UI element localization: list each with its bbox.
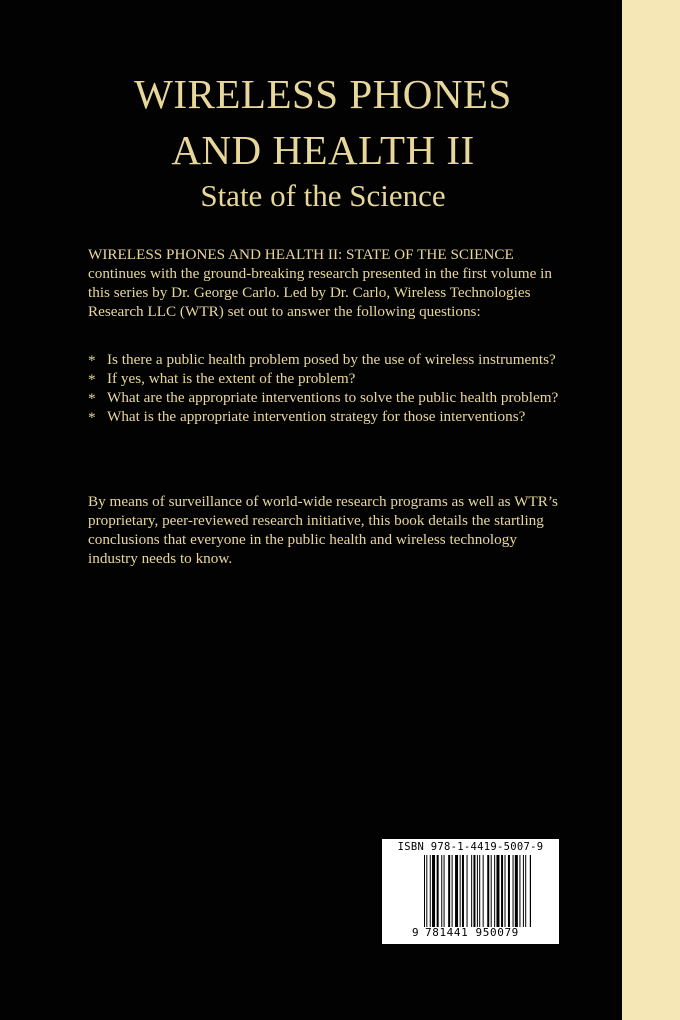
- barcode-digits: 781441 950079: [425, 926, 519, 939]
- title-line-2: AND HEALTH II: [171, 127, 475, 173]
- question-text: What are the appropriate interventions to solve the public health problem?: [107, 389, 559, 406]
- question-text: If yes, what is the extent of the problem?: [107, 370, 356, 387]
- barcode-first-digit: 9: [412, 926, 419, 939]
- isbn-label: ISBN 978-1-4419-5007-9: [397, 841, 544, 853]
- bullet-asterisk: *: [88, 371, 96, 388]
- subtitle: State of the Science: [200, 178, 446, 213]
- closing-paragraph: By means of surveillance of world-wide research programs as well as WTR’s proprietary, peer-reviewed research initiative, this book details the startling conclusions that everyone in the public health and wireless technology industry needs to know.: [88, 493, 558, 567]
- spine-edge: [622, 0, 680, 1020]
- questions-list: [88, 350, 578, 426]
- barcode-icon: [424, 855, 531, 927]
- intro-paragraph: WIRELESS PHONES AND HEALTH II: STATE OF THE SCIENCE continues with the ground-breaking research presented in the first volume in this series by Dr. George Carlo. Led by Dr. Carlo, Wireless Technologies Research LLC (WTR) set out to answer the following questions:: [88, 246, 552, 320]
- bullet-asterisk: *: [88, 352, 96, 369]
- question-item: [88, 388, 578, 407]
- question-item: [88, 407, 578, 426]
- title-line-1: WIRELESS PHONES: [134, 71, 512, 117]
- bullet-asterisk: *: [88, 390, 96, 407]
- isbn-barcode: [382, 839, 559, 944]
- question-text: Is there a public health problem posed by the use of wireless instruments?: [107, 351, 556, 368]
- question-text: What is the appropriate intervention strategy for those interventions?: [107, 408, 526, 425]
- question-item: [88, 369, 578, 388]
- bullet-asterisk: *: [88, 409, 96, 426]
- question-item: [88, 350, 578, 369]
